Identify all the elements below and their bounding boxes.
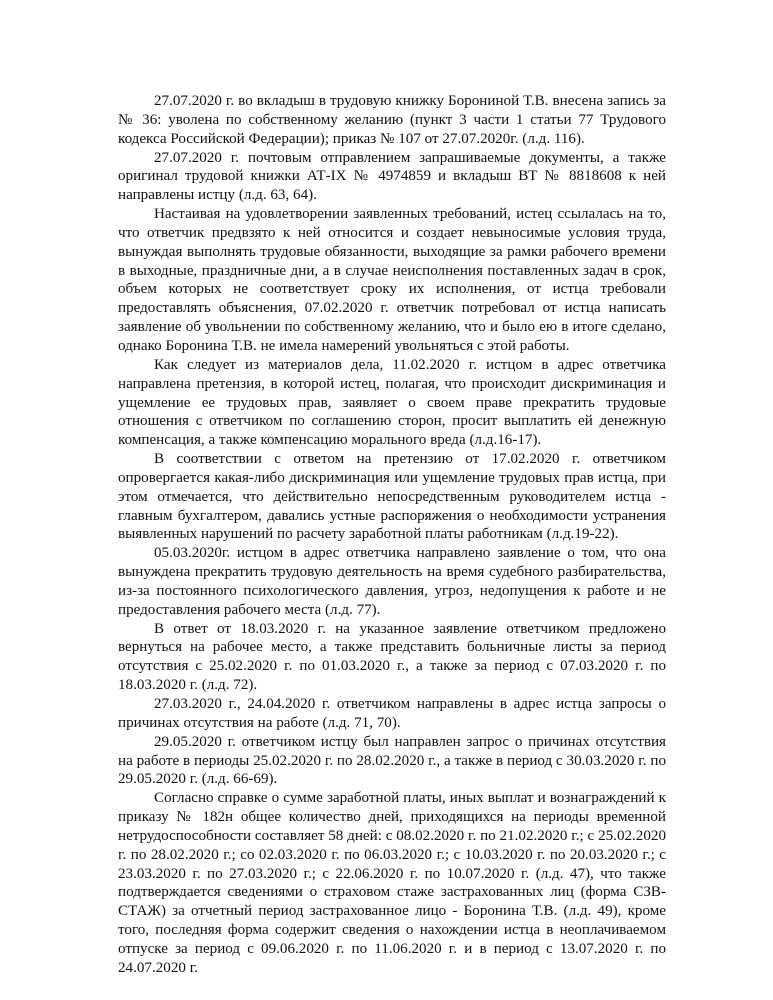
paragraph-10: Согласно справке о сумме заработной платы, иных выплат и вознаграждений к приказу № 182н общее количество дней, приходящихся на периоды временной нетрудоспособности составляет 58 дней: с 08.02.2020 г. по 21.02.2020 г.; с 25.02.2020 г. по 28.02.2020 г.; со 02.03.2020 г. по 06.03.2020 г.; с 10.03.2020 г. по 20.03.2020 г.; с 23.03.2020 г. по 27.03.2020 г.; с 22.06.2020 г. по 10.07.2020 г. (л.д. 47), что также подтверждается сведениями о страховом стаже застрахованных лиц (форма СЗВ-СТАЖ) за отчетный период застрахованное лицо - Боронина Т.В. (л.д. 49), кроме того, последняя форма содержит сведения о нахождении истца в неоплачиваемом отпуске за период с 09.06.2020 г. по 11.06.2020 г. и в период с 13.07.2020 г. по 24.07.2020 г. [118, 790, 666, 976]
paragraph-6: 05.03.2020г. истцом в адрес ответчика направлено заявление о том, что она вынуждена прекратить трудовую деятельность на время судебного разбирательства, из-за постоянного психологического давления, угроз, недопущения к работе и не предоставления рабочего места (л.д. 77). [118, 545, 666, 618]
document-body [118, 92, 666, 978]
paragraph-5: В соответствии с ответом на претензию от 17.02.2020 г. ответчиком опровергается какая-либо дискриминация или ущемление трудовых прав истца, при этом отмечается, что действительно непосредственным руководителем истца - главным бухгалтером, давались устные распоряжения о необходимости устранения выявленных нарушений по расчету заработной платы работникам (л.д.19-22). [118, 451, 666, 543]
paragraph-2: 27.07.2020 г. почтовым отправлением запрашиваемые документы, а также оригинал трудовой книжки АТ-IX № 4974859 и вкладыш ВТ № 8818608 к ней направлены истцу (л.д. 63, 64). [118, 149, 666, 204]
paragraph-7: В ответ от 18.03.2020 г. на указанное заявление ответчиком предложено вернуться на рабочее место, а также представить больничные листы за период отсутствия с 25.02.2020 г. по 01.03.2020 г., а также за период с 07.03.2020 г. по 18.03.2020 г. (л.д. 72). [118, 620, 666, 694]
paragraph-8: 27.03.2020 г., 24.04.2020 г. ответчиком направлены в адрес истца запросы о причинах отсутствия на работе (л.д. 71, 70). [118, 696, 666, 731]
paragraph-4: Как следует из материалов дела, 11.02.2020 г. истцом в адрес ответчика направлена претензия, в которой истец, полагая, что происходит дискриминация и ущемление ее трудовых прав, заявляет о своем праве прекратить трудовые отношения с ответчиком по соглашению сторон, просит выплатить ей денежную компенсация, а также компенсацию морального вреда (л.д.16-17). [118, 356, 666, 449]
paragraph-3: Настаивая на удовлетворении заявленных требований, истец ссылалась на то, что ответчик предвзято к ней относится и создает невыносимые условия труда, вынуждая выполнять трудовые обязанности, выходящие за рамки рабочего времени в выходные, праздничные дни, а в случае неисполнения поставленных задач в срок, объем которых не соответствует сроку их исполнения, от истца требовали предоставлять объяснения, 07.02.2020 г. ответчик потребовал от истца написать заявление об увольнении по собственному желанию, что и было ею в итоге сделано, однако Боронина Т.В. не имела намерений увольняться с этой работы. [118, 206, 666, 354]
paragraph-1: 27.07.2020 г. во вкладыш в трудовую книжку Борониной Т.В. внесена запись за № 36: уволена по собственному желанию (пункт 3 части 1 статьи 77 Трудового кодекса Российской Федерации); приказ № 107 от 27.07.2020г. (л.д. 116). [118, 93, 666, 147]
paragraph-9: 29.05.2020 г. ответчиком истцу был направлен запрос о причинах отсутствия на работе в периоды 25.02.2020 г. по 28.02.2020 г., а также в период с 30.03.2020 г. по 29.05.2020 г. (л.д. 66-69). [118, 733, 666, 788]
